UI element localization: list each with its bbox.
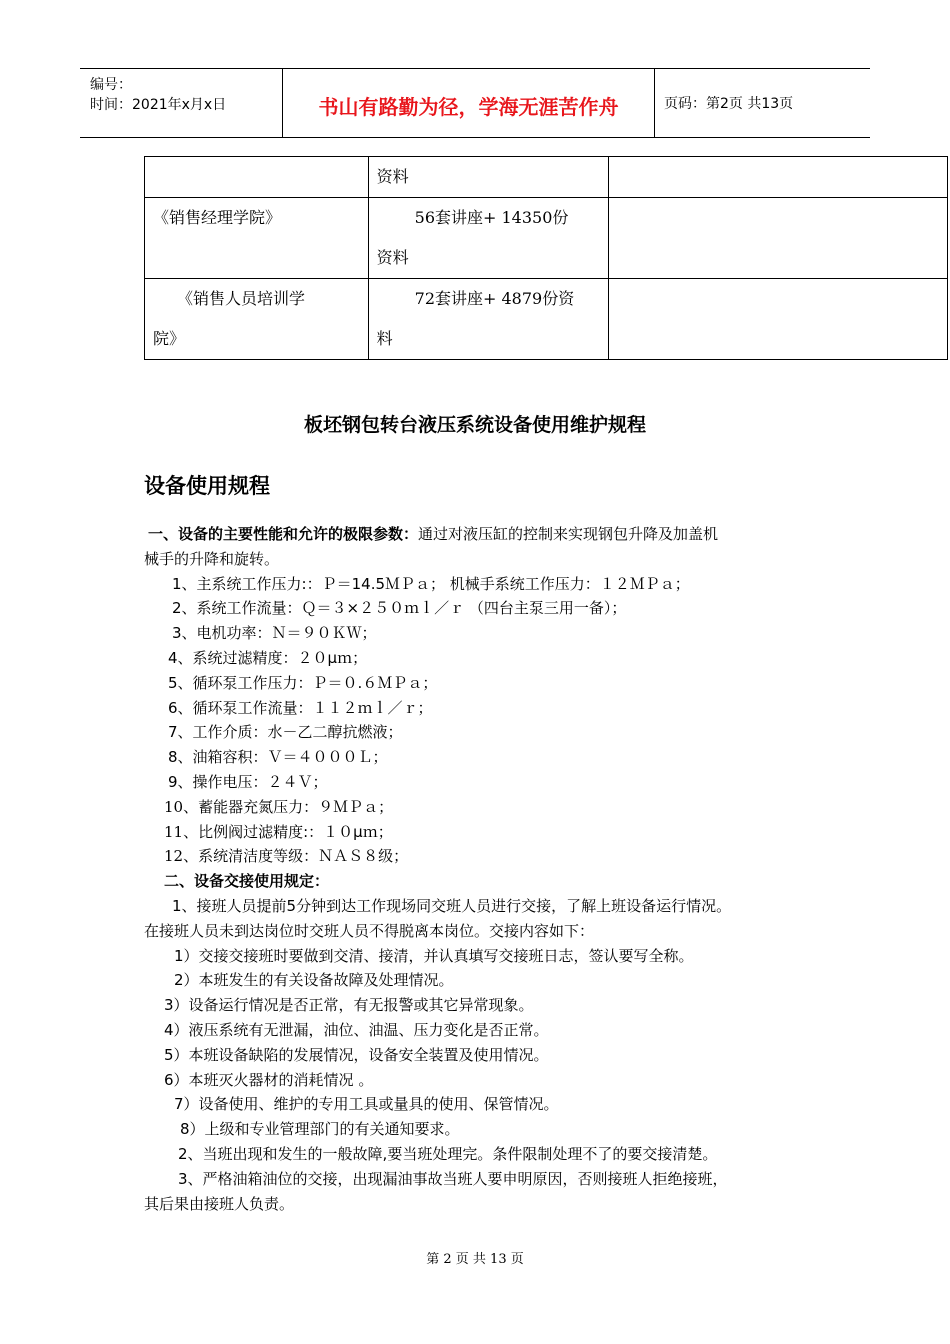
param-item: 7、工作介质：水－乙二醇抗燃液； [168,723,403,742]
table-row [145,157,948,198]
table-cell-content: 资料 [368,157,609,198]
header-meta [90,75,226,115]
rule-2: 2、当班出现和发生的一般故障,要当班处理完。条件限制处理不了的要交接清楚。 [178,1144,718,1163]
param-item: 10、蓄能器充氮压力：９ＭＰａ； [164,797,394,816]
rule-3: 3、严格油箱油位的交接，出现漏油事故当班人要申明原因，否则接班人拒绝接班， [178,1169,728,1188]
section-title: 设备使用规程 [144,474,270,498]
rule-1: 1、接班人员提前5分钟到达工作现场同交班人员进行交接，了解上班设备运行情况。 [172,896,732,915]
param-item: 5、循环泵工作压力：Ｐ＝０.６ＭＰａ； [168,673,438,692]
table-cell-name [145,157,369,198]
param-item: 2、系统工作流量：Ｑ＝３×２５０ｍｌ／ｒ （四台主泵三用一备）； [172,599,627,618]
handover-item: 4）液压系统有无泄漏，油位、油温、压力变化是否正常。 [164,1020,549,1039]
table-row [145,198,948,279]
table-cell-note [609,198,948,279]
header-divider [654,69,655,137]
table-cell-name: 《销售经理学院》 [145,198,369,279]
header-page-info: 页码：第2页 共13页 [664,96,794,112]
date-label: 时间：2021年x月x日 [90,97,227,113]
param-item: 1、主系统工作压力:：Ｐ＝14.5ＭＰａ； 机械手系统工作压力：１２ＭＰａ； [172,574,690,593]
handover-item: 8）上级和专业管理部门的有关通知要求。 [180,1120,460,1139]
handover-item: 7）设备使用、维护的专用工具或量具的使用、保管情况。 [174,1095,559,1114]
handover-item: 2）本班发生的有关设备故障及处理情况。 [174,971,454,990]
page-header [80,68,870,138]
param-item: 12、系统清洁度等级：ＮＡＳ８级； [164,847,409,866]
rule-3-cont: 其后果由接班人负责。 [144,1194,295,1213]
part1-paragraph-cont: 械手的升降和旋转。 [144,549,280,568]
document-title: 板坯钢包转台液压系统设备使用维护规程 [303,414,646,436]
part1-paragraph: 一、设备的主要性能和允许的极限参数：通过对液压缸的控制来实现钢包升降及加盖机 [148,525,719,543]
table-cell-content: 72套讲座+ 4879份资 料 [368,279,609,360]
document-body [144,522,804,1216]
table-cell-content: 56套讲座+ 14350份 资料 [368,198,609,279]
param-item: 9、操作电压：２４Ｖ； [168,772,328,791]
param-item: 4、系统过滤精度：２０μｍ； [168,648,368,667]
handover-item: 6）本班灭火器材的消耗情况 。 [164,1070,374,1089]
param-item: 6、循环泵工作流量：１１２ｍｌ／ｒ； [168,698,433,717]
table-row [145,279,948,360]
rule-1-cont: 在接班人员未到达岗位时交班人员不得脱离本岗位。交接内容如下： [144,921,595,940]
table-cell-note [609,279,948,360]
page-footer: 第 2 页 共 13 页 [426,1252,524,1267]
param-item: 3、电机功率：Ｎ＝９０ＫＷ； [172,624,377,643]
resource-table [144,156,948,360]
table-cell-name: 《销售人员培训学 院》 [145,279,369,360]
part2-heading: 二、设备交接使用规定： [164,872,330,891]
handover-item: 3）设备运行情况是否正常，有无报警或其它异常现象。 [164,996,534,1015]
param-item: 11、比例阀过滤精度:：１０μｍ； [164,822,393,841]
header-motto: 书山有路勤为径，学海无涯苦作舟 [318,95,619,119]
handover-item: 5）本班设备缺陷的发展情况，设备安全装置及使用情况。 [164,1045,549,1064]
table-cell-note [609,157,948,198]
handover-item: 1）交接交接班时要做到交清、接清，并认真填写交接班日志，签认要写全称。 [174,946,694,965]
param-item: 8、油箱容积：Ｖ＝４０００Ｌ； [168,748,388,767]
serial-label: 编号： [90,77,132,93]
